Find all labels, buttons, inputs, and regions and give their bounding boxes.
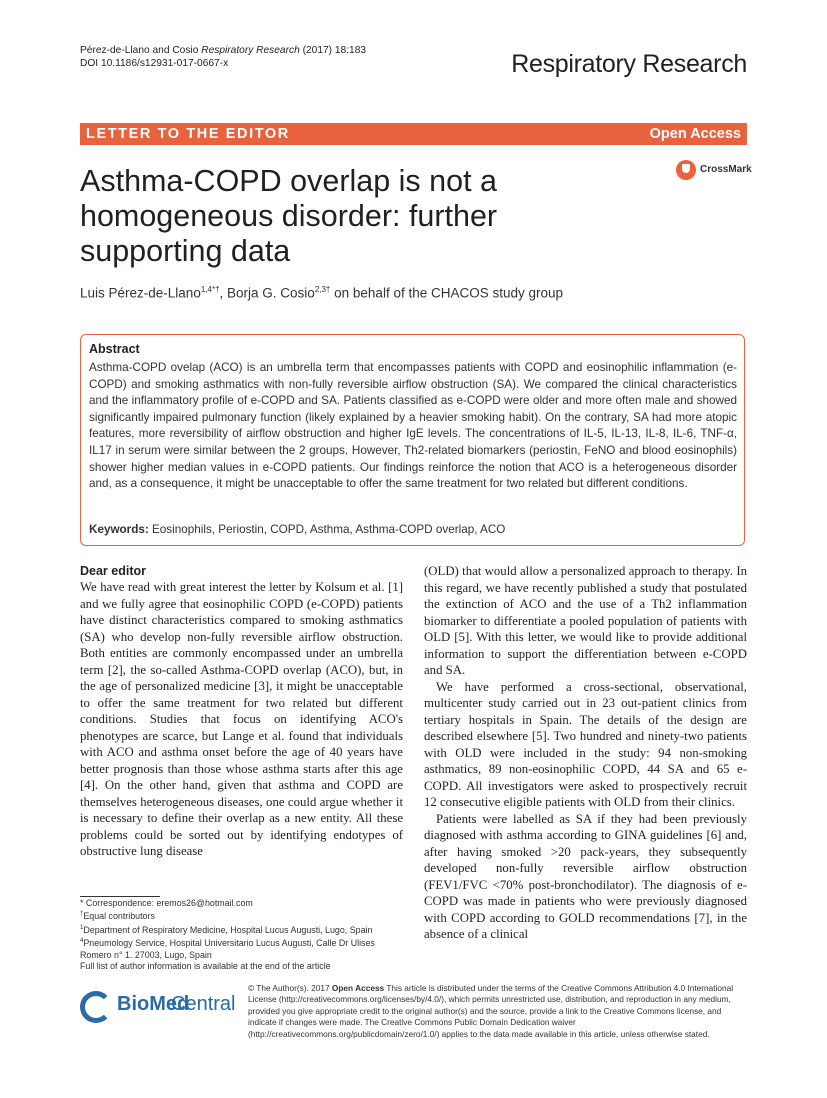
logo-text-bio: BioMed bbox=[117, 993, 190, 1015]
article-title: Asthma-COPD overlap is not a homogeneous disorder: further supporting data bbox=[80, 164, 498, 268]
affiliation-note bbox=[80, 936, 400, 961]
body-left-column bbox=[80, 563, 403, 860]
license-text: This article is distributed under the terms of the Creative Commons Attribution 4.0 International License (http://creativecommons.org/licenses/by/4.0/), which permits unrestricted use, distribution, and reproduction in any medium, provided you give appropriate credit to the original author(s) and the source, provide a link to the Creative Commons license, and indicate if changes were made. The Creative Commons Public Domain Dedication waiver (http://creativecommons.org/publicdomain/zero/1.0/) applies to the data made available in this article, unless otherwise stated. bbox=[248, 983, 734, 1039]
abstract-text: Asthma-COPD ovelap (ACO) is an umbrella term that encompasses patients with COPD and eosinophilic inflammation (e-COPD) and smoking asthmatics with non-fully reversible airflow obstruction (SA). We compared the clinical characteristics and the inflammatory profile of e-COPD and SA. Patients classified as e-COPD were older and more often male and showed significantly impaired pulmonary function (likely explained by a heavier smoking habit). On the contrary, SA had more atopic features, more reversibility of airflow obstruction and higher IgE levels. The concentrations of IL-5, IL-13, IL-8, IL-6, TNF-α, IL17 in serum were similar between the 2 groups. However, Th2-related biomarkers (periostin, FeNO and blood eosinophils) shower higher median values in e-COPD patients. Our findings reinforce the notion that ACO is a heterogeneous disorder and, as a consequence, it might be unacceptable to offer the same treatment for two related but different conditions. bbox=[89, 361, 737, 491]
footnote-marker: 1 bbox=[80, 924, 84, 931]
abstract-box bbox=[80, 334, 745, 546]
body-right-column bbox=[424, 563, 747, 943]
biomed-central-logo-icon bbox=[80, 991, 112, 1023]
author-list bbox=[80, 285, 563, 301]
citation-line bbox=[80, 44, 366, 57]
citation-authors: Pérez-de-Llano and Cosio bbox=[80, 45, 199, 56]
doi[interactable]: DOI 10.1186/s12931-017-0667-x bbox=[80, 58, 229, 69]
keywords-list: Eosinophils, Periostin, COPD, Asthma, Asthma-COPD overlap, ACO bbox=[148, 523, 506, 536]
body-paragraph: (OLD) that would allow a personalized approach to therapy. In this regard, we have recently published a study that postulated the extinction of ACO and the use of a Th2 inflammation biomarker to differentiate a pooled population of patients with OLD [5]. With this letter, we would like to provide additional information to support the differentiation between e-COPD and SA. bbox=[424, 564, 747, 677]
article-type-label: LETTER TO THE EDITOR bbox=[86, 126, 290, 142]
body-paragraph: We have read with great interest the letter by Kolsum et al. [1] and we fully agree that eosinophilic COPD (e-COPD) patients have distinct characteristics compared to smoking asthmatics (SA) who develop non-fully reversible airflow obstruction. Both entities are commonly encompassed under an umbrella term [2], the so-called Asthma-COPD overlap (ACO), but, in the age of personalized medicine [3], it might be unacceptable to offer the same treatment for two related but different conditions. Studies that focus on identifying ACO's phenotypes are scarce, but Lange et al. found that individuals with ACO and asthma onset before the age of 40 years have better prognosis than those whose asthma starts after this age [4]. On the other hand, given that asthma and COPD are themselves heterogeneous diseases, one could argue whether it is necessary to define their overlap as a new entity. All these problems could be sorted out by identifying endotypes of obstructive lung disease bbox=[80, 580, 403, 858]
article-type-banner bbox=[80, 123, 747, 145]
footnotes bbox=[80, 898, 400, 972]
author-affiliation-marker: 2,3† bbox=[314, 285, 331, 294]
crossmark-label: CrossMark bbox=[700, 164, 752, 175]
footnote-text: Department of Respiratory Medicine, Hospital Lucus Augusti, Lugo, Spain bbox=[83, 924, 373, 935]
footnote-marker: † bbox=[80, 911, 84, 918]
license-open-access: Open Access bbox=[331, 983, 385, 993]
citation-header bbox=[80, 44, 366, 70]
logo-text-central: Central bbox=[171, 993, 236, 1015]
footnote-text: Pneumology Service, Hospital Universitario Lucus Augusti, Calle Dr Ulises Romero n° 1. 27003, Lugo, Spain bbox=[80, 938, 375, 960]
keywords bbox=[89, 523, 505, 536]
full-list-note: Full list of author information is available at the end of the article bbox=[80, 960, 331, 971]
citation-journal: Respiratory Research bbox=[201, 45, 300, 56]
author-name[interactable]: , Borja G. Cosio bbox=[219, 285, 315, 301]
footnote-marker: 4 bbox=[80, 938, 84, 945]
author-name[interactable]: Luis Pérez-de-Llano bbox=[80, 285, 201, 301]
journal-name: Respiratory Research bbox=[511, 50, 747, 78]
equal-contrib-note bbox=[80, 909, 400, 922]
section-heading: Dear editor bbox=[80, 564, 146, 578]
citation-year-volume: (2017) 18:183 bbox=[302, 45, 367, 56]
affiliation-note bbox=[80, 923, 400, 936]
body-paragraph: We have performed a cross-sectional, observational, multicenter study carried out in 23 out-patient clinics from tertiary hospitals in Spain. The details of the design are described elsewhere [5]. Two hundred and ninety-two patients with OLD were included in the study: 94 non-smoking asthmatics, 89 non-eosinophilic COPD, 44 SA and 65 e-COPD. All investigators were asked to prospectively recruit 12 consecutive eligible patients with OLD from their clinics. bbox=[424, 679, 747, 809]
abstract-heading: Abstract bbox=[89, 342, 140, 356]
body-paragraph: Patients were labelled as SA if they had been previously diagnosed with asthma according to GINA guidelines [6] and, after having smoked >20 pack-years, they subsequently developed non-fully reversible airflow obstruction (FEV1/FVC <70% post-bronchodilator). The diagnosis of e-COPD was made in patients who were previously diagnosed with COPD according to GOLD recommendations [7], in the absence of a clinical bbox=[424, 811, 747, 941]
correspondence-note[interactable]: * Correspondence: eremos26@hotmail.com bbox=[80, 898, 253, 908]
footnote-divider bbox=[80, 896, 160, 897]
author-group: on behalf of the CHACOS study group bbox=[330, 285, 564, 301]
license-lead: © The Author(s). 2017 bbox=[248, 983, 332, 993]
crossmark-icon bbox=[676, 160, 696, 180]
license-statement bbox=[248, 983, 748, 1040]
keywords-label: Keywords: bbox=[89, 523, 149, 536]
crossmark-badge[interactable] bbox=[676, 160, 752, 184]
author-affiliation-marker: 1,4*† bbox=[200, 285, 220, 294]
open-access-label[interactable]: Open Access bbox=[649, 126, 741, 142]
footnote-text: Equal contributors bbox=[83, 911, 155, 922]
biomed-central-logo[interactable] bbox=[80, 987, 236, 1023]
